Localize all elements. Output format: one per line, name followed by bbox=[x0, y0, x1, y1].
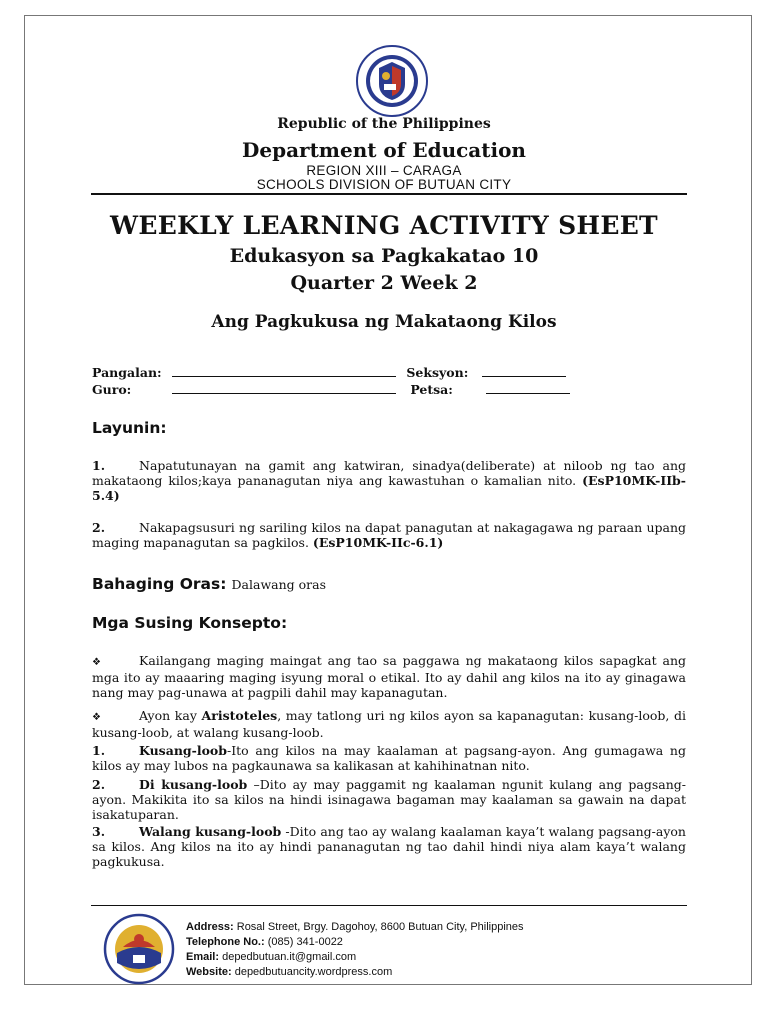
phone-value: (085) 341-0022 bbox=[267, 936, 343, 948]
name-section-row bbox=[92, 365, 566, 380]
objective-2-text: Nakapagsusuri ng sariling kilos na dapat panagutan at nakagagawa ng paraan upang maging mapanagutan sa pagkilos. bbox=[92, 520, 686, 550]
objective-2 bbox=[92, 520, 686, 550]
type-1-text: -Ito ang kilos na may kaalaman at pagsang-ayon. Ang gumagawa ng kilos ay may lubos na pagkaunawa sa kalikasan at kahihinatnan nito. bbox=[92, 743, 686, 773]
action-type-3 bbox=[92, 824, 686, 869]
email-value[interactable]: depedbutuan.it@gmail.com bbox=[222, 951, 357, 963]
name-field[interactable] bbox=[172, 365, 396, 377]
action-type-2 bbox=[92, 777, 686, 822]
address-label: Address: bbox=[186, 921, 234, 933]
bahaging-oras-heading: Bahaging Oras: bbox=[92, 575, 227, 593]
concept-bullet-2-post: , may tatlong uri ng kilos ayon sa kapanagutan: kusang-loob, di kusang-loob, at walang kusang-loob. bbox=[92, 708, 686, 740]
phone-line bbox=[186, 936, 343, 948]
bahaging-oras-value: Dalawang oras bbox=[231, 577, 326, 592]
type-3-number: 3. bbox=[92, 824, 106, 839]
layunin-heading: Layunin: bbox=[92, 419, 167, 437]
email-label: Email: bbox=[186, 951, 220, 963]
type-1-number: 1. bbox=[92, 743, 106, 758]
website-label: Website: bbox=[186, 966, 232, 978]
concept-bullet-2 bbox=[92, 708, 686, 740]
date-label: Petsa: bbox=[410, 382, 453, 397]
diamond-bullet-icon: ❖ bbox=[92, 712, 101, 723]
teacher-field[interactable] bbox=[172, 382, 396, 394]
quarter-title: Quarter 2 Week 2 bbox=[290, 272, 478, 294]
address-line bbox=[186, 921, 524, 933]
objective-1 bbox=[92, 458, 686, 503]
objective-2-number: 2. bbox=[92, 520, 106, 535]
type-2-term: Di kusang-loob bbox=[139, 777, 248, 792]
header-divider bbox=[91, 193, 687, 195]
type-2-text: –Dito ay may paggamit ng kaalaman ngunit kulang ang pagsang-ayon. Makikita ito sa kilos na hindi isinagawa bagaman may kaalaman sa gawain na dapat isakatuparan. bbox=[92, 777, 686, 822]
topic-title: Ang Pagkukusa ng Makataong Kilos bbox=[211, 312, 557, 332]
objective-1-text: Napatutunayan na gamit ang katwiran, sinadya(deliberate) at niloob ng tao ang makataong kilos;kaya pananagutan niya ang kawastuhan o kamalian nito. bbox=[92, 458, 686, 488]
action-type-1 bbox=[92, 743, 686, 773]
aristoteles-name: Aristoteles bbox=[201, 708, 278, 723]
department-heading: Department of Education bbox=[242, 138, 526, 162]
objective-2-code: (EsP10MK-IIc-6.1) bbox=[312, 535, 444, 550]
region-text: REGION XIII – CARAGA bbox=[306, 163, 462, 178]
type-1-term: Kusang-loob bbox=[139, 743, 227, 758]
section-field[interactable] bbox=[482, 365, 566, 377]
type-2-number: 2. bbox=[92, 777, 106, 792]
objective-1-code: (EsP10MK-IIb-5.4) bbox=[92, 473, 686, 503]
section-label: Seksyon: bbox=[406, 365, 469, 380]
website-link[interactable]: depedbutuancity.wordpress.com bbox=[234, 966, 393, 978]
deped-seal-logo bbox=[355, 44, 429, 118]
concept-bullet-1-text: Kailangang maging maingat ang tao sa paggawa ng makataong kilos sapagkat ang mga ito ay maaaring maging isyung moral o etikal. Ito ay dahil ang kilos na ito ay ginagawa nang may pag-unawa at pagpili dahil may kapanagutan. bbox=[92, 653, 686, 700]
division-seal-logo bbox=[103, 913, 175, 985]
sheet-title: WEEKLY LEARNING ACTIVITY SHEET bbox=[110, 211, 658, 240]
website-line bbox=[186, 966, 392, 978]
phone-label: Telephone No.: bbox=[186, 936, 265, 948]
division-text: SCHOOLS DIVISION OF BUTUAN CITY bbox=[256, 177, 512, 192]
subject-title: Edukasyon sa Pagkakatao 10 bbox=[229, 245, 539, 267]
footer-divider bbox=[91, 905, 687, 906]
address-value: Rosal Street, Brgy. Dagohoy, 8600 Butuan City, Philippines bbox=[236, 921, 524, 933]
republic-heading: Republic of the Philippines bbox=[277, 116, 491, 132]
bahaging-oras-row bbox=[92, 574, 326, 593]
type-3-text: -Dito ang tao ay walang kaalaman kaya’t walang pagsang-ayon sa kilos. Ang kilos na ito ay hindi pananagutan ng tao dahil hindi niya alam kaya’t walang pagkukusa. bbox=[92, 824, 686, 869]
date-field[interactable] bbox=[486, 382, 570, 394]
type-3-term: Walang kusang-loob bbox=[139, 824, 282, 839]
konsepto-heading: Mga Susing Konsepto: bbox=[92, 614, 288, 632]
name-label: Pangalan: bbox=[92, 365, 162, 380]
teacher-date-row bbox=[92, 382, 570, 397]
diamond-bullet-icon: ❖ bbox=[92, 657, 101, 668]
concept-bullet-1 bbox=[92, 653, 686, 700]
concept-bullet-2-pre: Ayon kay bbox=[139, 708, 197, 723]
objective-1-number: 1. bbox=[92, 458, 106, 473]
teacher-label: Guro: bbox=[92, 382, 132, 397]
email-line bbox=[186, 951, 356, 963]
